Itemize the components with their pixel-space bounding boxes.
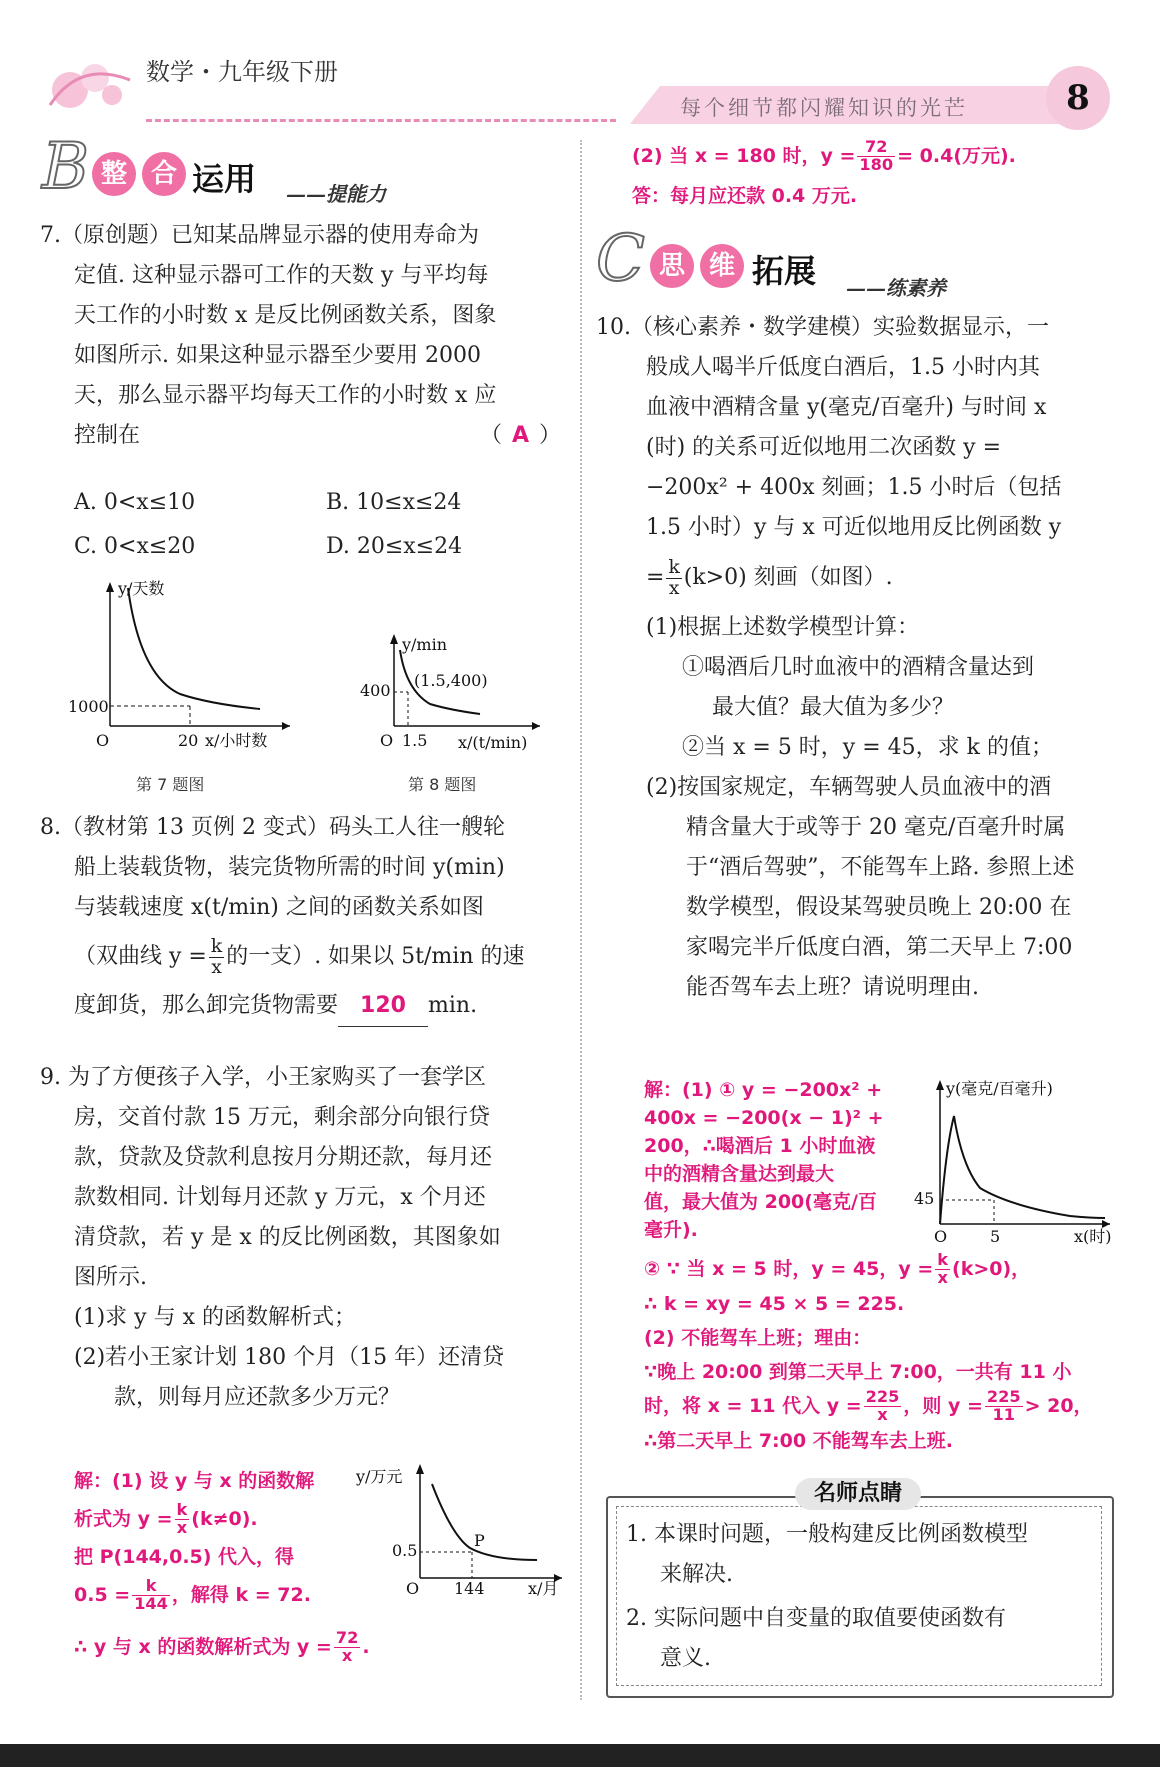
q8-line: 8.（教材第 13 页例 2 变式）码头工人往一艘轮	[40, 815, 505, 840]
q10-sol-line: ∴ k = xy = 45 × 5 = 225.	[644, 1292, 905, 1315]
q9-graph-xtick: 144	[454, 1579, 485, 1598]
q8-line-frac	[40, 928, 570, 986]
section-c-subtitle: ——练素养	[846, 276, 946, 300]
tip-item: 意义.	[660, 1646, 711, 1671]
frac-den: x	[341, 1645, 353, 1665]
q9-sol-text: ，解得 k = 72.	[171, 1584, 311, 1606]
q9-line: 图所示.	[74, 1265, 147, 1290]
q10-sol-line: 400x = −200(x − 1)² +	[644, 1107, 884, 1129]
q8-fraction	[209, 937, 224, 977]
q9-sol-frac	[175, 1502, 190, 1537]
header-slogan: 每个细节都闪耀知识的光芒	[680, 96, 968, 120]
q9-graph-xlabel: x/月	[528, 1579, 559, 1598]
q9-line: 清贷款，若 y 是 x 的反比例函数，其图象如	[74, 1225, 501, 1250]
section-b-char1: 整	[92, 152, 136, 196]
q10-sub2: 精含量大于或等于 20 毫克/百毫升时属	[686, 815, 1066, 840]
q10-solution-a	[644, 1076, 904, 1244]
q10-sol-line: 解：(1) ① y = −200x² +	[644, 1079, 883, 1101]
q10-line: (时) 的关系可近似地用二次函数 y =	[646, 435, 1002, 460]
q10-sol-line	[644, 1252, 1114, 1287]
q9-sol-line: 把 P(144,0.5) 代入，得	[74, 1546, 295, 1568]
q9-graph	[352, 1460, 572, 1600]
q10-sub2: (2)按国家规定，车辆驾驶人员血液中的酒	[646, 775, 1052, 800]
q10-sol-line: ∴第二天早上 7:00 不能驾车去上班.	[644, 1429, 953, 1452]
q7-paren-open: （	[480, 423, 503, 448]
q8-text: 的一支）. 如果以 5t/min 的速	[226, 944, 525, 969]
tip-item: 1. 本课时问题，一般构建反比例函数模型	[626, 1522, 1028, 1547]
q8-text: min.	[428, 993, 478, 1018]
q9-solution-part2	[632, 136, 1102, 216]
q9-sol-r1	[632, 136, 1102, 176]
q9-line: 款，贷款及贷款利息按月分期还款，每月还	[74, 1145, 493, 1170]
q9-sub2: (2)若小王家计划 180 个月（15 年）还清贷	[74, 1345, 505, 1370]
q10-text: (k>0) 刻画（如图）.	[683, 565, 893, 590]
q9-sol-frac	[334, 1630, 360, 1665]
section-b-title: 运用	[192, 160, 257, 198]
q9-graph-ylabel: y/万元	[356, 1467, 403, 1486]
q9-line: 房，交首付款 15 万元，剩余部分向银行贷	[74, 1105, 490, 1130]
question-7	[40, 216, 570, 456]
tip-item: 2. 实际问题中自变量的取值要使函数有	[626, 1606, 1006, 1631]
q7-caption: 第 7 题图	[136, 775, 205, 794]
q9-sol-line: 解：(1) 设 y 与 x 的函数解	[74, 1470, 315, 1492]
q10-graph-origin: O	[934, 1227, 948, 1246]
q10-sol-frac	[985, 1389, 1023, 1424]
q10-sub1: (1)根据上述数学模型计算：	[646, 615, 920, 640]
q10-sub1a: ①喝酒后几时血液中的酒精含量达到	[682, 655, 1035, 680]
q7-line: 如图所示. 如果这种显示器至少要用 2000	[74, 343, 481, 368]
section-b-subtitle: ——提能力	[286, 182, 386, 206]
page-number: 8	[1046, 66, 1110, 130]
q10-sub1a: 最大值？最大值为多少？	[712, 695, 955, 720]
q9-sub1: (1)求 y 与 x 的函数解析式；	[74, 1305, 356, 1330]
q10-sol-line: 值，最大值为 200(毫克/百	[644, 1191, 877, 1213]
q10-line: 般成人喝半斤低度白酒后，1.5 小时内其	[646, 355, 1040, 380]
q9-sol-line	[74, 1500, 364, 1538]
q9-sol-text: = 0.4(万元).	[897, 145, 1016, 167]
frac-den: x	[877, 1404, 888, 1424]
question-9	[40, 1058, 570, 1418]
q7-graph-xlabel: x/小时数	[205, 731, 268, 750]
q10-sol-line: ∵晚上 20:00 到第二天早上 7:00，一共有 11 小	[644, 1360, 1072, 1383]
frac-num: 72	[857, 139, 895, 157]
q10-sol-text: > 20，	[1024, 1394, 1093, 1417]
q10-graph-ylabel: y(毫克/百毫升)	[946, 1079, 1053, 1098]
frac-den: x	[176, 1518, 188, 1537]
frac-den: 11	[992, 1404, 1015, 1424]
q8-frac-num: k	[210, 935, 223, 957]
q9-graph-ytick: 0.5	[392, 1541, 418, 1560]
q7-graph-ylabel: y/天数	[118, 579, 165, 598]
q10-sol-text: ，则 y =	[903, 1394, 983, 1417]
section-c-title: 拓展	[752, 252, 817, 290]
question-8	[40, 808, 570, 1027]
q8-graph	[350, 630, 550, 756]
q10-graph-xtick: 5	[990, 1227, 1001, 1246]
q10-sub2: 数学模型，假设某驾驶员晚上 20:00 在	[686, 895, 1072, 920]
q10-sub2: 能否驾车去上班？请说明理由.	[686, 975, 979, 1000]
q10-sol-line: (2) 不能驾车上班；理由：	[644, 1326, 872, 1349]
q7-line: 定值. 这种显示器可工作的天数 y 与平均每	[74, 263, 489, 288]
section-c-char2: 维	[700, 244, 744, 288]
frac-num: 72	[335, 1628, 359, 1647]
frac-num: 225	[986, 1387, 1021, 1406]
q9-sol-line	[74, 1576, 364, 1614]
q9-graph-point: P	[474, 1531, 485, 1550]
q9-sol-text: (k≠0).	[191, 1508, 258, 1530]
q8-text: （双曲线 y =	[74, 944, 207, 969]
q10-sol-line: 毫升).	[644, 1219, 698, 1241]
q10-graph	[910, 1076, 1120, 1248]
q10-graph-ytick: 45	[914, 1189, 935, 1208]
tip-item: 来解决.	[660, 1562, 733, 1587]
q10-sub2: 于“酒后驾驶”，不能驾车上路. 参照上述	[686, 855, 1075, 880]
section-b-letter: B	[42, 130, 90, 204]
q9-line: 款数相同. 计划每月还款 y 万元，x 个月还	[74, 1185, 486, 1210]
q9-sol-text: ∴ y 与 x 的函数解析式为 y =	[74, 1635, 332, 1658]
q10-sol-text: ② ∵ 当 x = 5 时，y = 45，y =	[644, 1258, 934, 1280]
q9-graph-origin: O	[406, 1579, 420, 1598]
q7-graph-xtick: 20	[178, 731, 199, 750]
q9-solution	[74, 1462, 364, 1614]
q7-choice-a: A. 0<x≤10	[74, 490, 196, 515]
q7-line: 天工作的小时数 x 是反比例函数关系，图象	[74, 303, 497, 328]
q8-line-answer	[40, 986, 570, 1027]
frac-num: k	[176, 1500, 188, 1520]
q9-sol-frac	[132, 1578, 170, 1613]
frac-den: x	[668, 577, 680, 599]
floral-ornament-icon	[40, 50, 140, 120]
q7-line-last	[40, 416, 570, 456]
q7-answer-bracket	[480, 416, 561, 456]
q10-line-frac	[596, 548, 1116, 608]
q8-graph-origin: O	[380, 731, 394, 750]
q9-sol-text: 析式为 y =	[74, 1508, 173, 1530]
section-b-char2: 合	[142, 152, 186, 196]
q9-sol-text: .	[362, 1635, 370, 1658]
q8-line: 与装载速度 x(t/min) 之间的函数关系如图	[74, 895, 484, 920]
q10-line: 10.（核心素养・数学建模）实验数据显示，一	[596, 315, 1049, 340]
frac-num: 225	[865, 1387, 900, 1406]
q9-sub2: 款，则每月应还款多少万元？	[114, 1385, 401, 1410]
q7-paren-close: ）	[539, 423, 562, 448]
q8-caption: 第 8 题图	[408, 775, 477, 794]
q10-sub1b: ②当 x = 5 时，y = 45，求 k 的值；	[682, 735, 1053, 760]
q7-graph	[60, 576, 300, 756]
q7-answer: A	[512, 423, 530, 448]
bottom-bar	[0, 1744, 1160, 1767]
q8-graph-xtick: 1.5	[402, 731, 428, 750]
q8-answer: 120	[338, 986, 428, 1027]
q8-graph-xlabel: x/(t/min)	[458, 733, 528, 752]
frac-den: 144	[134, 1594, 168, 1613]
q10-line: 血液中酒精含量 y(毫克/百毫升) 与时间 x	[646, 395, 1047, 420]
q7-choice-d: D. 20≤x≤24	[326, 534, 463, 559]
q10-sol-text: 时，将 x = 11 代入 y =	[644, 1394, 862, 1417]
frac-num: k	[937, 1250, 949, 1270]
q10-sol-line: 200，∴喝酒后 1 小时血液	[644, 1135, 876, 1157]
q9-line: 9. 为了方便孩子入学，小王家购买了一套学区	[40, 1065, 486, 1090]
q10-frac	[666, 558, 681, 598]
q10-sol-line	[644, 1389, 1114, 1424]
frac-den: 180	[859, 155, 894, 174]
frac-den: x	[937, 1268, 948, 1287]
header-divider	[146, 119, 616, 122]
q8-graph-ylabel: y/min	[402, 635, 448, 654]
tips-title: 名师点睛	[795, 1478, 921, 1510]
q10-line: 1.5 小时）y 与 x 可近似地用反比例函数 y	[646, 515, 1062, 540]
q8-graph-ytick: 400	[360, 681, 391, 700]
q8-graph-point: (1.5,400)	[414, 671, 488, 690]
header-subject: 数学・九年级下册	[146, 58, 338, 86]
q10-solution-b	[644, 1252, 1114, 1458]
q10-sol-text: (k>0)，	[952, 1258, 1031, 1280]
q7-graph-origin: O	[96, 731, 110, 750]
q10-line: −200x² + 400x 刻画；1.5 小时后（包括	[646, 475, 1062, 500]
q10-sub2: 家喝完半斤低度白酒，第二天早上 7:00	[686, 935, 1073, 960]
question-10	[596, 308, 1116, 1008]
q9-sol-text: (2) 当 x = 180 时，y =	[632, 145, 856, 167]
q7-line: 控制在	[74, 423, 141, 448]
q10-graph-xlabel: x(时)	[1074, 1227, 1112, 1246]
q9-sol-conclusion	[74, 1630, 554, 1665]
q10-sol-line: 中的酒精含量达到最大	[644, 1163, 835, 1185]
q7-line: 天，那么显示器平均每天工作的小时数 x 应	[74, 383, 497, 408]
q9-sol-frac	[857, 139, 895, 174]
q7-line: 7.（原创题）已知某品牌显示器的使用寿命为	[40, 223, 479, 248]
section-c-letter: C	[596, 222, 645, 296]
q7-choice-b: B. 10≤x≤24	[326, 490, 462, 515]
q7-graph-ytick: 1000	[68, 697, 109, 716]
column-divider	[580, 140, 582, 1700]
frac-num: k	[132, 1578, 170, 1596]
q10-sol-frac	[935, 1252, 950, 1287]
q7-choice-c: C. 0<x≤20	[74, 534, 196, 559]
frac-num: k	[668, 556, 680, 578]
q8-text: 度卸货，那么卸完货物需要	[74, 993, 339, 1018]
q8-line: 船上装载货物，装完货物所需的时间 y(min)	[74, 855, 505, 880]
q9-sol-text: 0.5 =	[74, 1584, 131, 1606]
q8-frac-den: x	[211, 956, 222, 978]
q10-sol-frac	[864, 1389, 902, 1424]
q9-sol-r2: 答：每月应还款 0.4 万元.	[632, 185, 858, 207]
section-c-char1: 思	[650, 244, 694, 288]
q10-text: =	[646, 565, 665, 590]
